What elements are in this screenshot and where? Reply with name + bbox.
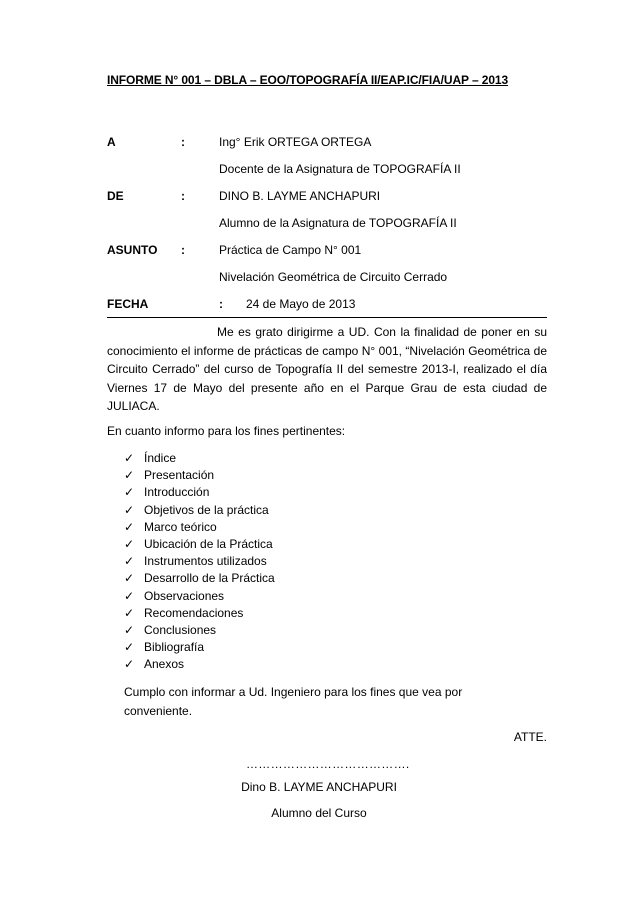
checkmark-icon: ✓ xyxy=(124,468,135,483)
body-paragraph-text: Me es grato dirigirme a UD. Con la finalidad de poner en su conocimiento el informe de prácticas de campo N° 001, “Nivelación Geométrica de Circuito Cerrado” del curso de Topografía II del semestre 2013-I, realizado el día Viernes 17 de Mayo del presente año en el Parque Grau de esta ciudad de JULIACA. xyxy=(107,325,547,413)
list-item-label: Observaciones xyxy=(144,588,225,603)
subject-label: ASUNTO xyxy=(107,243,158,257)
checkmark-icon: ✓ xyxy=(124,657,135,672)
list-item-label: Ubicación de la Práctica xyxy=(144,537,273,552)
from-role: Alumno de la Asignatura de TOPOGRAFÍA II xyxy=(219,216,457,230)
report-title: INFORME N° 001 – DBLA – EOO/TOPOGRAFÍA II/EAP.IC/FIA/UAP – 2013 xyxy=(107,73,509,87)
checkmark-icon: ✓ xyxy=(124,485,135,500)
to-role: Docente de la Asignatura de TOPOGRAFÍA II xyxy=(219,162,461,176)
date-label: FECHA xyxy=(107,297,149,311)
list-item xyxy=(124,502,275,519)
list-item xyxy=(124,588,275,605)
list-item xyxy=(124,484,275,501)
list-item-label: Presentación xyxy=(144,468,215,483)
from-colon: : xyxy=(181,189,185,203)
checkmark-icon: ✓ xyxy=(124,588,135,603)
closing-paragraph: Cumplo con informar a Ud. Ingeniero para los fines que vea por conveniente. xyxy=(124,685,463,718)
list-item xyxy=(124,570,275,587)
list-item-label: Bibliografía xyxy=(144,640,205,655)
checkmark-icon: ✓ xyxy=(124,519,135,534)
signature-line: …………………………………. xyxy=(246,757,410,771)
list-item xyxy=(124,536,275,553)
list-item-label: Objetivos de la práctica xyxy=(144,502,269,517)
contents-checklist xyxy=(124,450,275,673)
checkmark-icon: ✓ xyxy=(124,537,135,552)
list-item xyxy=(124,519,275,536)
to-name: Ing° Erik ORTEGA ORTEGA xyxy=(219,135,372,149)
to-colon: : xyxy=(181,135,185,149)
date-colon: : xyxy=(219,297,223,311)
checkmark-icon: ✓ xyxy=(124,502,135,517)
body-paragraph xyxy=(107,323,547,416)
header-divider xyxy=(107,317,547,318)
checkmark-icon: ✓ xyxy=(124,451,135,466)
subject-colon: : xyxy=(181,243,185,257)
checkmark-icon: ✓ xyxy=(124,640,135,655)
subject-line-2: Nivelación Geométrica de Circuito Cerrado xyxy=(219,270,448,284)
list-intro: En cuanto informo para los fines pertinentes: xyxy=(107,424,346,438)
checkmark-icon: ✓ xyxy=(124,554,135,569)
list-item-label: Anexos xyxy=(144,657,185,672)
to-label: A xyxy=(107,135,116,149)
date-value: 24 de Mayo de 2013 xyxy=(246,297,356,311)
checkmark-icon: ✓ xyxy=(124,605,135,620)
checkmark-icon: ✓ xyxy=(124,622,135,637)
list-item-label: Índice xyxy=(144,451,177,466)
from-name: DINO B. LAYME ANCHAPURI xyxy=(219,189,381,203)
list-item xyxy=(124,639,275,656)
list-item-label: Marco teórico xyxy=(144,519,217,534)
list-item-label: Instrumentos utilizados xyxy=(144,554,267,569)
subject-line-1: Práctica de Campo N° 001 xyxy=(219,243,362,257)
list-item-label: Conclusiones xyxy=(144,622,217,637)
list-item xyxy=(124,622,275,639)
atte-label: ATTE. xyxy=(513,730,547,744)
signature-name: Dino B. LAYME ANCHAPURI xyxy=(241,780,397,794)
list-item xyxy=(124,605,275,622)
checkmark-icon: ✓ xyxy=(124,571,135,586)
list-item-label: Desarrollo de la Práctica xyxy=(144,571,275,586)
signature-role: Alumno del Curso xyxy=(271,806,367,820)
list-item xyxy=(124,656,275,673)
list-item xyxy=(124,553,275,570)
list-item-label: Recomendaciones xyxy=(144,605,244,620)
list-item-label: Introducción xyxy=(144,485,210,500)
list-item xyxy=(124,450,275,467)
list-item xyxy=(124,467,275,484)
from-label: DE xyxy=(107,189,124,203)
